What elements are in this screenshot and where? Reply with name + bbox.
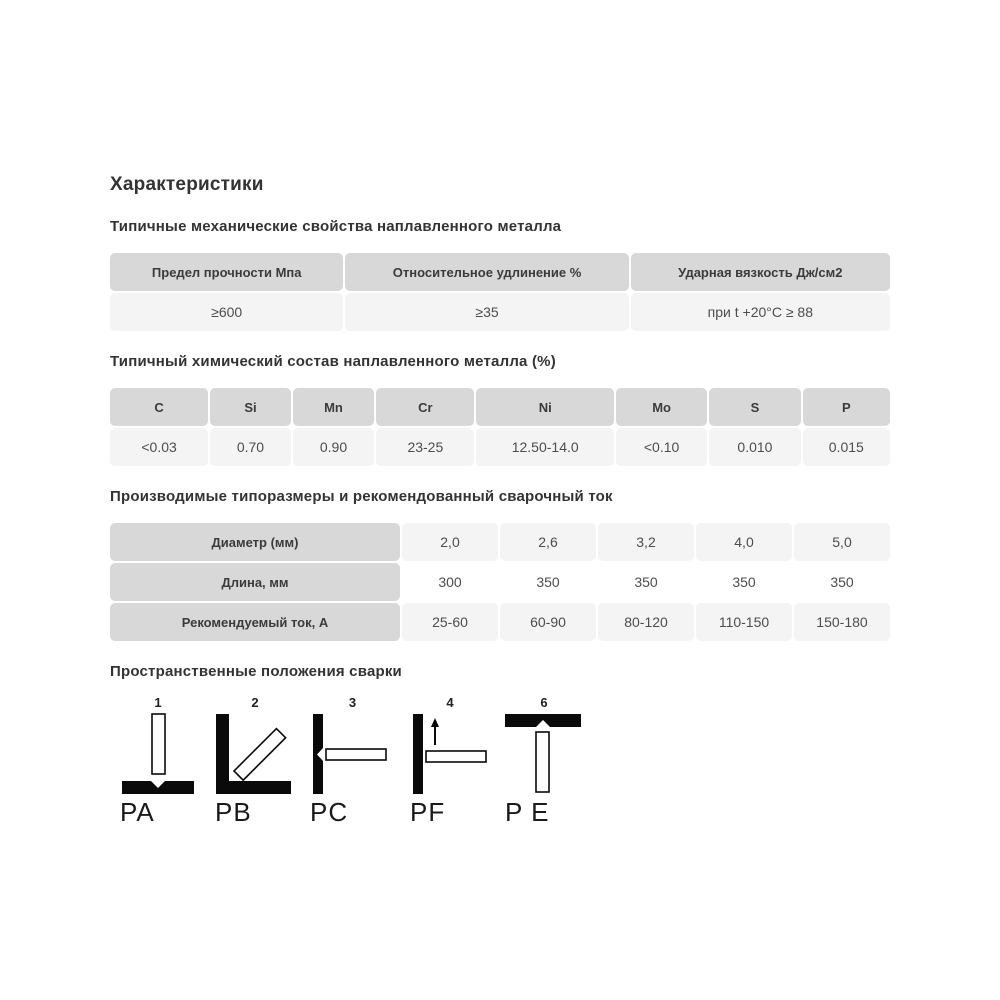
table-cell: 80-120 [598,603,694,641]
position-pe [505,694,583,825]
table-cell: 2,0 [402,523,498,561]
table-cell: 150-180 [794,603,890,641]
section-heading-sizes: Производимые типоразмеры и рекомендованный сварочный ток [110,488,613,505]
table-cell: 4,0 [696,523,792,561]
welding-positions-row [110,694,630,829]
table-cell: ≥35 [345,293,628,331]
table-cell: 12.50-14.0 [476,428,613,466]
table-cell: 0.70 [210,428,291,466]
row-label: Рекомендуемый ток, А [110,603,400,641]
table-cell: 0.015 [803,428,890,466]
column-header: Si [210,388,291,426]
position-number: 4 [446,695,454,710]
column-header: Mn [293,388,375,426]
position-label: P E [505,797,550,827]
table-cell: 350 [794,563,890,601]
row-label: Длина, мм [110,563,400,601]
column-header: Mo [616,388,707,426]
table-header-row [110,388,890,426]
position-label: PA [120,797,155,827]
table-row [110,293,890,331]
position-label: PF [410,797,446,827]
table-header-row [110,253,890,291]
position-label: PC [310,797,349,827]
table-cell: 60-90 [500,603,596,641]
welding-position-pa-icon [120,711,196,797]
welding-position-pe-icon [505,711,583,797]
page-title: Характеристики [110,174,264,195]
chemical-composition-table [110,388,890,466]
section-heading-mechanical: Типичные механические свойства наплавленного металла [110,218,562,235]
welding-position-pf-icon [410,711,490,797]
welding-position-pb-icon [215,711,295,797]
position-number: 1 [154,695,162,710]
table-cell: 350 [696,563,792,601]
position-pc [310,694,395,825]
position-label: PB [215,797,252,827]
table-cell: 5,0 [794,523,890,561]
section-heading-chemical: Типичный химический состав наплавленного металла (%) [110,353,556,370]
position-pf [410,694,490,825]
table-cell: 350 [598,563,694,601]
column-header: C [110,388,208,426]
table-cell: 3,2 [598,523,694,561]
table-cell: 300 [402,563,498,601]
table-cell: 350 [500,563,596,601]
sizes-current-table [110,523,890,641]
table-row-current [110,603,890,641]
position-pb [215,694,295,825]
table-row [110,428,890,466]
section-heading-positions: Пространственные положения сварки [110,663,402,680]
table-cell: 2,6 [500,523,596,561]
table-cell: ≥600 [110,293,343,331]
table-row-length [110,563,890,601]
mechanical-properties-table [110,253,890,331]
column-header: Ni [476,388,613,426]
column-header: Ударная вязкость Дж/см2 [631,253,890,291]
welding-position-pc-icon [310,711,395,797]
table-cell: <0.10 [616,428,707,466]
table-cell: 110-150 [696,603,792,641]
table-cell: при t +20°C ≥ 88 [631,293,890,331]
position-pa [120,694,196,825]
column-header: S [709,388,800,426]
table-cell: 25-60 [402,603,498,641]
row-label: Диаметр (мм) [110,523,400,561]
position-number: 3 [348,695,357,710]
position-number: 2 [251,695,259,710]
table-cell: <0.03 [110,428,208,466]
column-header: Cr [376,388,474,426]
column-header: P [803,388,890,426]
table-cell: 23-25 [376,428,474,466]
table-cell: 0.90 [293,428,375,466]
table-cell: 0.010 [709,428,800,466]
column-header: Предел прочности Мпа [110,253,343,291]
table-row-diameter [110,523,890,561]
column-header: Относительное удлинение % [345,253,628,291]
position-number: 6 [540,695,548,710]
